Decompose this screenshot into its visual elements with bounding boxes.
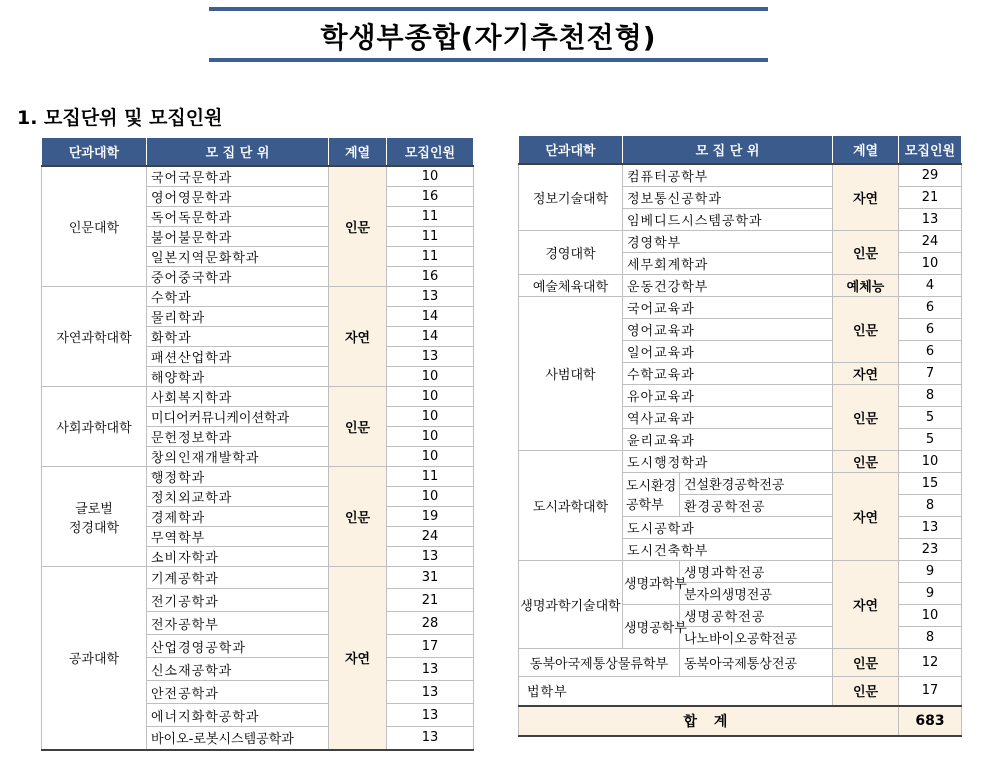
sub-dept-cell: 환경공학전공 bbox=[680, 494, 833, 516]
total-label: 합 계 bbox=[519, 706, 899, 736]
dept-cell: 영어영문학과 bbox=[147, 187, 329, 207]
count-cell: 28 bbox=[387, 612, 474, 635]
dept-cell: 도시공학과 bbox=[623, 516, 833, 538]
college-cell: 사회과학대학 bbox=[42, 387, 147, 467]
count-cell: 8 bbox=[899, 494, 962, 516]
college-cell: 예술체육대학 bbox=[519, 274, 623, 296]
dept-cell: 패션산업학과 bbox=[147, 347, 329, 367]
group-cell: 생명공학부 bbox=[623, 604, 680, 648]
dept-cell: 도시건축학부 bbox=[623, 538, 833, 560]
table-row bbox=[519, 560, 962, 582]
count-cell: 6 bbox=[899, 296, 962, 318]
college-line-2: 정경대학 bbox=[68, 520, 120, 536]
header-unit: 모 집 단 위 bbox=[147, 138, 329, 166]
track-cell: 자연 bbox=[833, 362, 899, 384]
count-cell: 13 bbox=[899, 516, 962, 538]
track-cell: 인문 bbox=[833, 648, 899, 676]
track-cell: 자연 bbox=[833, 560, 899, 648]
dept-cell: 안전공학과 bbox=[147, 681, 329, 704]
track-cell: 자연 bbox=[329, 567, 387, 750]
count-cell: 6 bbox=[899, 318, 962, 340]
dept-cell: 일어교육과 bbox=[623, 340, 833, 362]
count-cell: 10 bbox=[899, 604, 962, 626]
dept-cell: 독어독문학과 bbox=[147, 207, 329, 227]
track-cell: 인문 bbox=[833, 384, 899, 450]
dept-cell: 경제학과 bbox=[147, 507, 329, 527]
dept-cell: 미디어커뮤니케이션학과 bbox=[147, 407, 329, 427]
dept-cell: 화학과 bbox=[147, 327, 329, 347]
count-cell: 13 bbox=[387, 681, 474, 704]
dept-cell: 소비자학과 bbox=[147, 547, 329, 567]
count-cell: 11 bbox=[387, 467, 474, 487]
table-header bbox=[519, 136, 962, 164]
college-cell: 도시과학대학 bbox=[519, 450, 623, 560]
dept-cell: 역사교육과 bbox=[623, 406, 833, 428]
count-cell: 31 bbox=[387, 567, 474, 589]
count-cell: 17 bbox=[387, 635, 474, 658]
count-cell: 17 bbox=[899, 676, 962, 706]
table-row bbox=[42, 567, 474, 589]
dept-cell: 전기공학과 bbox=[147, 589, 329, 612]
count-cell: 13 bbox=[387, 547, 474, 567]
sub-dept-cell: 생명과학전공 bbox=[680, 560, 833, 582]
count-cell: 5 bbox=[899, 406, 962, 428]
dept-cell: 전자공학부 bbox=[147, 612, 329, 635]
page-title: 학생부종합(자기추천전형) bbox=[320, 21, 657, 54]
count-cell: 9 bbox=[899, 560, 962, 582]
track-cell: 예체능 bbox=[833, 274, 899, 296]
count-cell: 10 bbox=[387, 487, 474, 507]
table-row bbox=[42, 467, 474, 487]
title-bottom-bar bbox=[209, 58, 768, 62]
count-cell: 11 bbox=[387, 227, 474, 247]
count-cell: 10 bbox=[387, 367, 474, 387]
table-row bbox=[519, 676, 962, 706]
table-row bbox=[519, 450, 962, 472]
title-top-bar bbox=[209, 7, 768, 11]
dept-cell: 컴퓨터공학부 bbox=[623, 164, 833, 186]
count-cell: 13 bbox=[387, 704, 474, 727]
count-cell: 10 bbox=[387, 166, 474, 187]
count-cell: 14 bbox=[387, 327, 474, 347]
dept-cell: 불어불문학과 bbox=[147, 227, 329, 247]
count-cell: 10 bbox=[387, 447, 474, 467]
college-cell: 자연과학대학 bbox=[42, 287, 147, 387]
table-row bbox=[519, 274, 962, 296]
table-row bbox=[42, 287, 474, 307]
college-cell: 공과대학 bbox=[42, 567, 147, 750]
group-cell: 생명과학부 bbox=[623, 560, 680, 604]
college-cell: 인문대학 bbox=[42, 166, 147, 287]
count-cell: 10 bbox=[899, 252, 962, 274]
dept-cell: 경영학부 bbox=[623, 230, 833, 252]
count-cell: 21 bbox=[387, 589, 474, 612]
sub-dept-cell: 나노바이오공학전공 bbox=[680, 626, 833, 648]
track-cell: 인문 bbox=[329, 387, 387, 467]
count-cell: 4 bbox=[899, 274, 962, 296]
dept-cell: 사회복지학과 bbox=[147, 387, 329, 407]
count-cell: 9 bbox=[899, 582, 962, 604]
header-count: 모집인원 bbox=[899, 136, 962, 164]
dept-cell: 해양학과 bbox=[147, 367, 329, 387]
count-cell: 10 bbox=[387, 427, 474, 447]
sub-dept-cell: 건설환경공학전공 bbox=[680, 472, 833, 494]
group-cell bbox=[623, 472, 680, 516]
track-cell: 인문 bbox=[833, 230, 899, 274]
count-cell: 8 bbox=[899, 626, 962, 648]
college-cell: 생명과학기술대학 bbox=[519, 560, 623, 648]
count-cell: 13 bbox=[387, 727, 474, 750]
track-cell: 인문 bbox=[329, 467, 387, 567]
total-row bbox=[519, 706, 962, 736]
page-title-box bbox=[209, 7, 768, 64]
total-count: 683 bbox=[899, 706, 962, 736]
dept-cell: 산업경영공학과 bbox=[147, 635, 329, 658]
dept-cell: 에너지화학공학과 bbox=[147, 704, 329, 727]
dept-cell: 임베디드시스템공학과 bbox=[623, 208, 833, 230]
dept-cell: 법학부 bbox=[519, 676, 833, 706]
college-cell: 경영대학 bbox=[519, 230, 623, 274]
count-cell: 16 bbox=[387, 187, 474, 207]
dept-cell: 행정학과 bbox=[147, 467, 329, 487]
count-cell: 23 bbox=[899, 538, 962, 560]
track-cell: 자연 bbox=[833, 164, 899, 230]
count-cell: 21 bbox=[899, 186, 962, 208]
dept-cell: 동북아국제통상전공 bbox=[680, 648, 833, 676]
table-header bbox=[42, 138, 474, 166]
count-cell: 11 bbox=[387, 207, 474, 227]
group-line-1: 도시환경 bbox=[626, 479, 677, 494]
dept-cell: 정치외교학과 bbox=[147, 487, 329, 507]
track-cell: 인문 bbox=[833, 676, 899, 706]
header-college: 단과대학 bbox=[42, 138, 147, 166]
dept-cell: 문헌정보학과 bbox=[147, 427, 329, 447]
table-row bbox=[42, 387, 474, 407]
dept-cell: 바이오-로봇시스템공학과 bbox=[147, 727, 329, 750]
dept-cell: 국어국문학과 bbox=[147, 166, 329, 187]
dept-cell: 정보통신공학과 bbox=[623, 186, 833, 208]
count-cell: 5 bbox=[899, 428, 962, 450]
college-cell: 사범대학 bbox=[519, 296, 623, 450]
count-cell: 15 bbox=[899, 472, 962, 494]
count-cell: 24 bbox=[899, 230, 962, 252]
table-row bbox=[42, 166, 474, 187]
table-row bbox=[519, 230, 962, 252]
college-cell: 정보기술대학 bbox=[519, 164, 623, 230]
header-college: 단과대학 bbox=[519, 136, 623, 164]
sub-dept-cell: 분자의생명전공 bbox=[680, 582, 833, 604]
count-cell: 13 bbox=[899, 208, 962, 230]
dept-cell: 도시행정학과 bbox=[623, 450, 833, 472]
group-line-2: 공학부 bbox=[626, 498, 664, 513]
header-track: 계열 bbox=[329, 138, 387, 166]
dept-cell: 신소재공학과 bbox=[147, 658, 329, 681]
count-cell: 13 bbox=[387, 658, 474, 681]
dept-cell: 수학교육과 bbox=[623, 362, 833, 384]
count-cell: 6 bbox=[899, 340, 962, 362]
count-cell: 11 bbox=[387, 247, 474, 267]
dept-cell: 윤리교육과 bbox=[623, 428, 833, 450]
sub-dept-cell: 생명공학전공 bbox=[680, 604, 833, 626]
college-cell bbox=[42, 467, 147, 567]
header-count: 모집인원 bbox=[387, 138, 474, 166]
count-cell: 14 bbox=[387, 307, 474, 327]
right-recruit-table bbox=[518, 136, 962, 737]
count-cell: 10 bbox=[387, 407, 474, 427]
count-cell: 24 bbox=[387, 527, 474, 547]
college-line-1: 글로벌 bbox=[75, 501, 113, 517]
count-cell: 8 bbox=[899, 384, 962, 406]
count-cell: 10 bbox=[387, 387, 474, 407]
dept-cell: 운동건강학부 bbox=[623, 274, 833, 296]
dept-cell: 영어교육과 bbox=[623, 318, 833, 340]
dept-cell: 세무회계학과 bbox=[623, 252, 833, 274]
dept-cell: 일본지역문화학과 bbox=[147, 247, 329, 267]
count-cell: 7 bbox=[899, 362, 962, 384]
count-cell: 12 bbox=[899, 648, 962, 676]
track-cell: 자연 bbox=[329, 287, 387, 387]
table-row bbox=[519, 296, 962, 318]
dept-cell: 국어교육과 bbox=[623, 296, 833, 318]
college-cell: 동북아국제통상물류학부 bbox=[519, 648, 680, 676]
track-cell: 자연 bbox=[833, 472, 899, 560]
dept-cell: 유아교육과 bbox=[623, 384, 833, 406]
dept-cell: 창의인재개발학과 bbox=[147, 447, 329, 467]
table-row bbox=[519, 648, 962, 676]
section-title: 1. 모집단위 및 모집인원 bbox=[17, 107, 223, 129]
header-track: 계열 bbox=[833, 136, 899, 164]
count-cell: 16 bbox=[387, 267, 474, 287]
dept-cell: 기계공학과 bbox=[147, 567, 329, 589]
dept-cell: 물리학과 bbox=[147, 307, 329, 327]
count-cell: 13 bbox=[387, 347, 474, 367]
count-cell: 19 bbox=[387, 507, 474, 527]
count-cell: 10 bbox=[899, 450, 962, 472]
count-cell: 29 bbox=[899, 164, 962, 186]
dept-cell: 수학과 bbox=[147, 287, 329, 307]
header-unit: 모 집 단 위 bbox=[623, 136, 833, 164]
count-cell: 13 bbox=[387, 287, 474, 307]
track-cell: 인문 bbox=[833, 450, 899, 472]
dept-cell: 무역학부 bbox=[147, 527, 329, 547]
dept-cell: 중어중국학과 bbox=[147, 267, 329, 287]
left-recruit-table bbox=[41, 138, 474, 751]
table-row bbox=[519, 164, 962, 186]
track-cell: 인문 bbox=[329, 166, 387, 287]
track-cell: 인문 bbox=[833, 296, 899, 362]
